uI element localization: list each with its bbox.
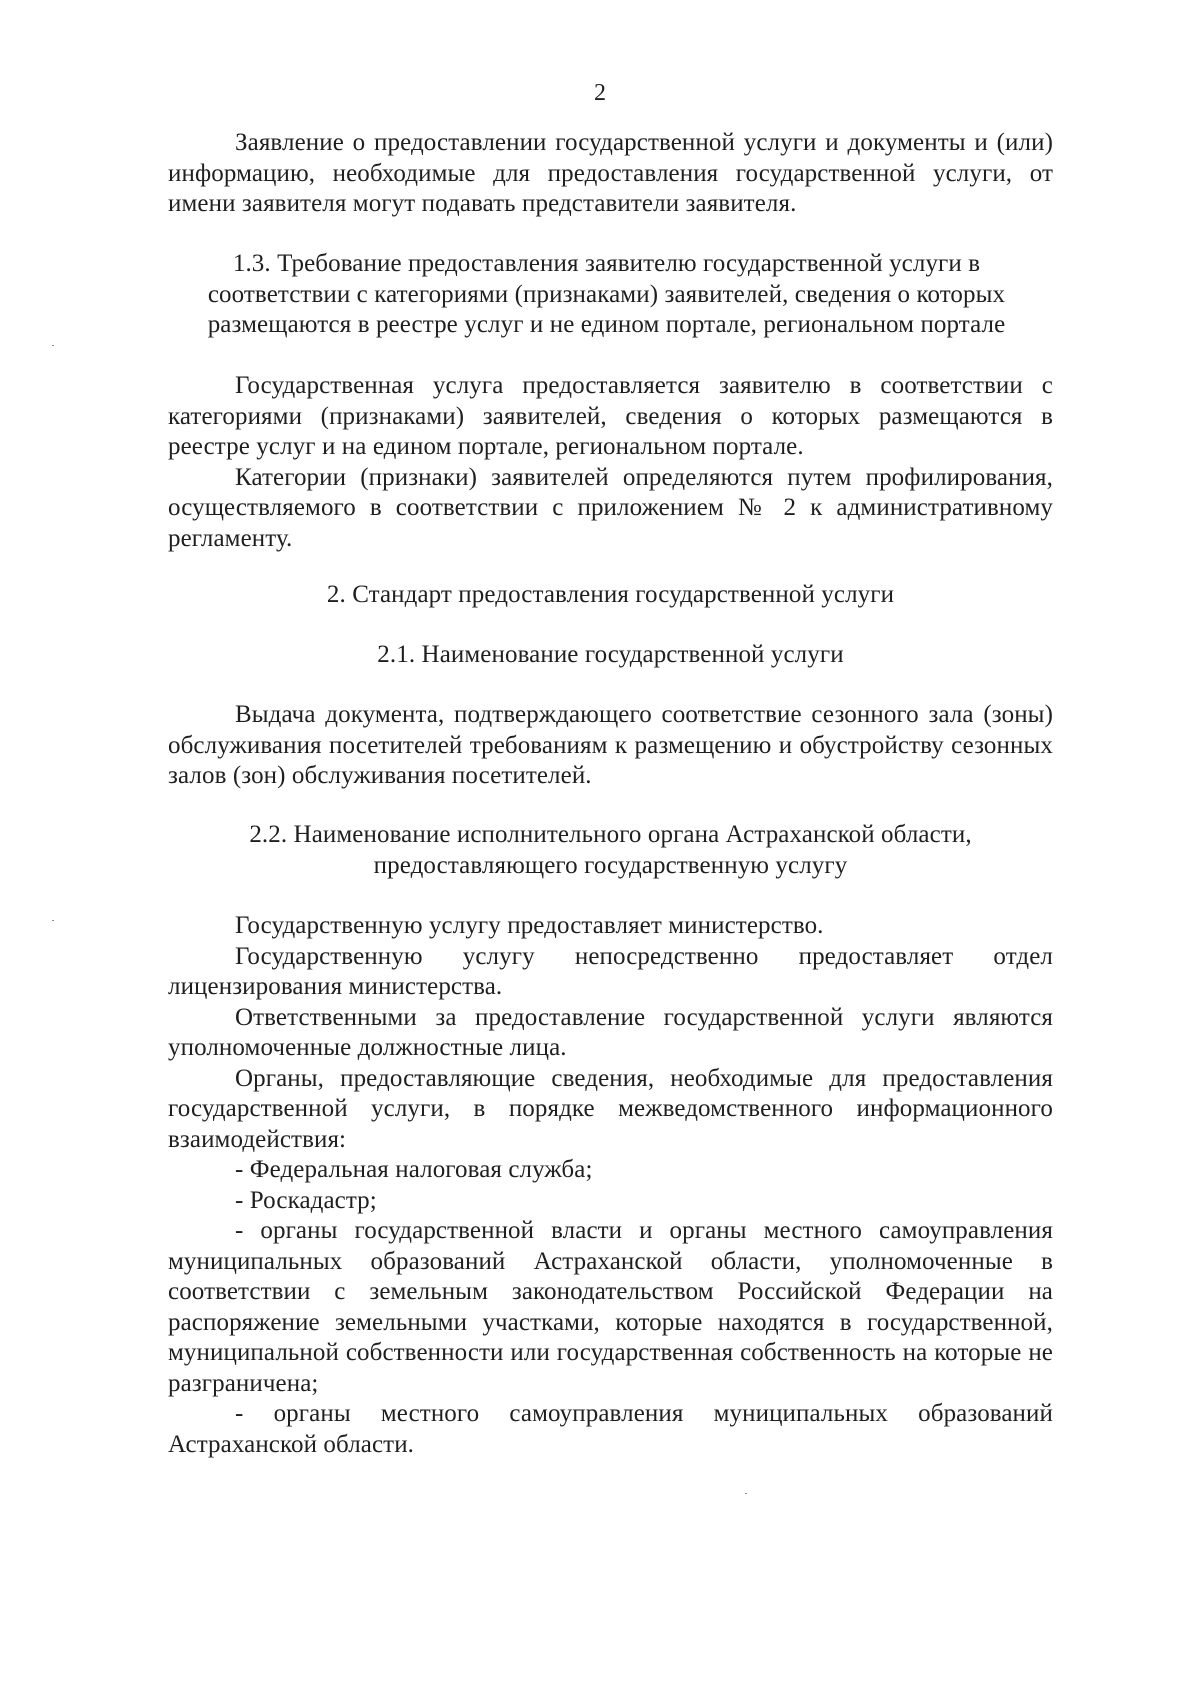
section-2-2-heading-block [168,820,1053,881]
department-paragraph: Государственную услугу непосредственно предоставляет отдел лицензирования министерства. [168,942,1053,1000]
section-1-3-body [168,371,1053,554]
section-2-1-body [168,700,1053,792]
section-2-1-heading-block [168,640,1053,671]
responsible-paragraph: Ответственными за предоставление государственной услуги являются уполномоченные должностные лица. [168,1003,1053,1061]
section-2-2-heading-line1: 2.2. Наименование исполнительного органа Астраханской области, [249,821,972,848]
ministry-paragraph: Государственную услугу предоставляет министерство. [235,912,824,939]
section-2-1-heading: 2.1. Наименование государственной услуги [377,641,844,668]
scan-speck [52,920,54,921]
section-1-3-heading-block [160,249,1053,341]
list-item-roskadastr: - Роскадастр; [235,1186,377,1214]
scan-speck [52,345,54,346]
list-item-state-authorities: - органы государственной власти и органы местного самоуправления муниципальных образований Астраханской области, уполномоченные в соответствии с земельным законодательством Российской Федерации на распоряжение земельными участками, которые находятся в государственной, муниципальной собственности или государственная собственность на которые не разграничена; [168,1217,1053,1397]
list-item-fns: - Федеральная налоговая служба; [235,1156,593,1183]
section-2-2-body [168,911,1053,1460]
service-name-paragraph: Выдача документа, подтверждающего соответствие сезонного зала (зоны) обслуживания посетителей требованиям к размещению и обустройству сезонных залов (зон) обслуживания посетителей. [168,701,1053,789]
representatives-paragraph: Заявление о предоставлении государственной услуги и документы и (или) информацию, необходимые для предоставления государственной услуги, от имени заявителя могут подавать представители заявителя. [168,129,1053,217]
scan-speck [745,1493,747,1494]
section-1-3-heading: 1.3. Требование предоставления заявителю государственной услуги в соответствии с категориями (признаками) заявителей, сведения о которых размещаются в реестре услуг и не едином портале, региональном портале [207,250,1006,338]
list-item-local-government: - органы местного самоуправления муниципальных образований Астраханской области. [168,1400,1053,1458]
section-2-heading: 2. Стандарт предоставления государственной услуги [326,581,895,608]
service-provided-paragraph: Государственная услуга предоставляется заявителю в соответствии с категориями (признаками) заявителей, сведения о которых размещаются в реестре услуг и на едином портале, региональном портале. [168,372,1053,460]
bodies-paragraph: Органы, предоставляющие сведения, необходимые для предоставления государственной услуги, в порядке межведомственного информационного взаимодействия: [168,1064,1053,1153]
section-2-heading-block [168,580,1053,611]
applicant-categories-paragraph: Категории (признаки) заявителей определяются путем профилирования, осуществляемого в соответствии с приложением № 2 к административному регламенту. [168,463,1053,552]
page-number: 2 [594,80,606,106]
representatives-paragraph-block [168,128,1053,220]
section-2-2-heading-line2: предоставляющего государственную услугу [373,851,848,879]
